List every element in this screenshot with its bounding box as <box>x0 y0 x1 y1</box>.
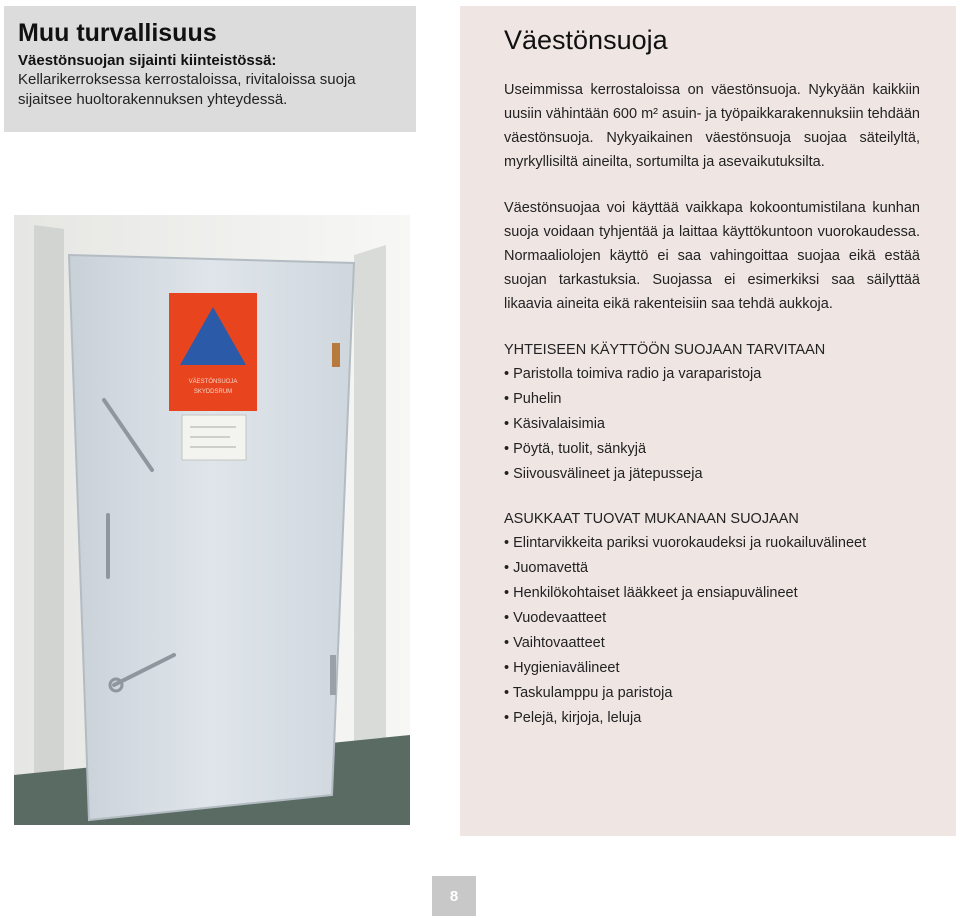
usage-paragraph: Väestönsuojaa voi käyttää vaikkapa kokoontumistilana kunhan suoja voidaan tyhjentää ja laittaa käyttökuntoon vuorokaudessa. Normaaliolojen käyttö ei saa vahingoittaa suojaa eikä estää suojan tarkastuksia. Suojassa ei esimerkiksi saa säilyttää likaavia aineita eikä rakenteisiin saa tehdä aukkoja. <box>504 200 920 313</box>
intro-paragraph: Useimmissa kerrostaloissa on väestönsuoja. Nykyään kaikkiin uusiin vähintään 600 m² asuin- ja työpaikkarakennuksiin tehdään väestönsuoja. Nykyaikainen väestönsuoja suojaa säteilyltä, myrkyllisiltä aineilta, sortumilta ja asevaikutuksilta. <box>504 82 920 171</box>
door-hinge <box>330 655 336 695</box>
list-item: • Vuodevaatteet <box>504 606 920 631</box>
intro-box <box>4 6 416 132</box>
list-item: • Pöytä, tuolit, sänkyjä <box>504 437 920 462</box>
shared-items-list <box>504 362 920 487</box>
list-item: • Elintarvikkeita pariksi vuorokaudeksi ja ruokailuvälineet <box>504 531 920 556</box>
list-item: • Vaihtovaatteet <box>504 631 920 656</box>
section-title: Muu turvallisuus <box>18 19 217 47</box>
location-subtitle: Väestönsuojan sijainti kiinteistössä: <box>18 52 277 70</box>
main-heading: Väestönsuoja <box>504 25 668 55</box>
main-panel <box>460 6 956 836</box>
list-item: • Käsivalaisimia <box>504 412 920 437</box>
list-item: • Siivousvälineet ja jätepusseja <box>504 462 920 487</box>
location-text: Kellarikerroksessa kerrostaloissa, rivitaloissa suoja sijaitsee huoltorakennuksen yhteydessä. <box>18 71 356 108</box>
door-frame-right <box>354 245 386 790</box>
list-item: • Juomavettä <box>504 556 920 581</box>
door-latch <box>332 343 340 367</box>
shared-items-title: YHTEISEEN KÄYTTÖÖN SUOJAAN TARVITAAN <box>504 342 826 359</box>
list-item: • Puhelin <box>504 387 920 412</box>
door-frame-left <box>34 225 64 815</box>
list-item: • Pelejä, kirjoja, leluja <box>504 706 920 731</box>
list-item: • Henkilökohtaiset lääkkeet ja ensiapuvälineet <box>504 581 920 606</box>
shelter-door-photo <box>14 215 410 825</box>
list-item: • Paristolla toimiva radio ja varaparistoja <box>504 362 920 387</box>
page-number: 8 <box>432 876 476 916</box>
sign-text-1: VÄESTÖNSUOJA <box>188 379 238 385</box>
resident-items-title: ASUKKAAT TUOVAT MUKANAAN SUOJAAN <box>504 511 799 528</box>
list-item: • Taskulamppu ja paristoja <box>504 681 920 706</box>
list-item: • Hygieniavälineet <box>504 656 920 681</box>
resident-items-list <box>504 531 920 731</box>
sign-text-2: SKYDDSRUM <box>193 389 233 395</box>
